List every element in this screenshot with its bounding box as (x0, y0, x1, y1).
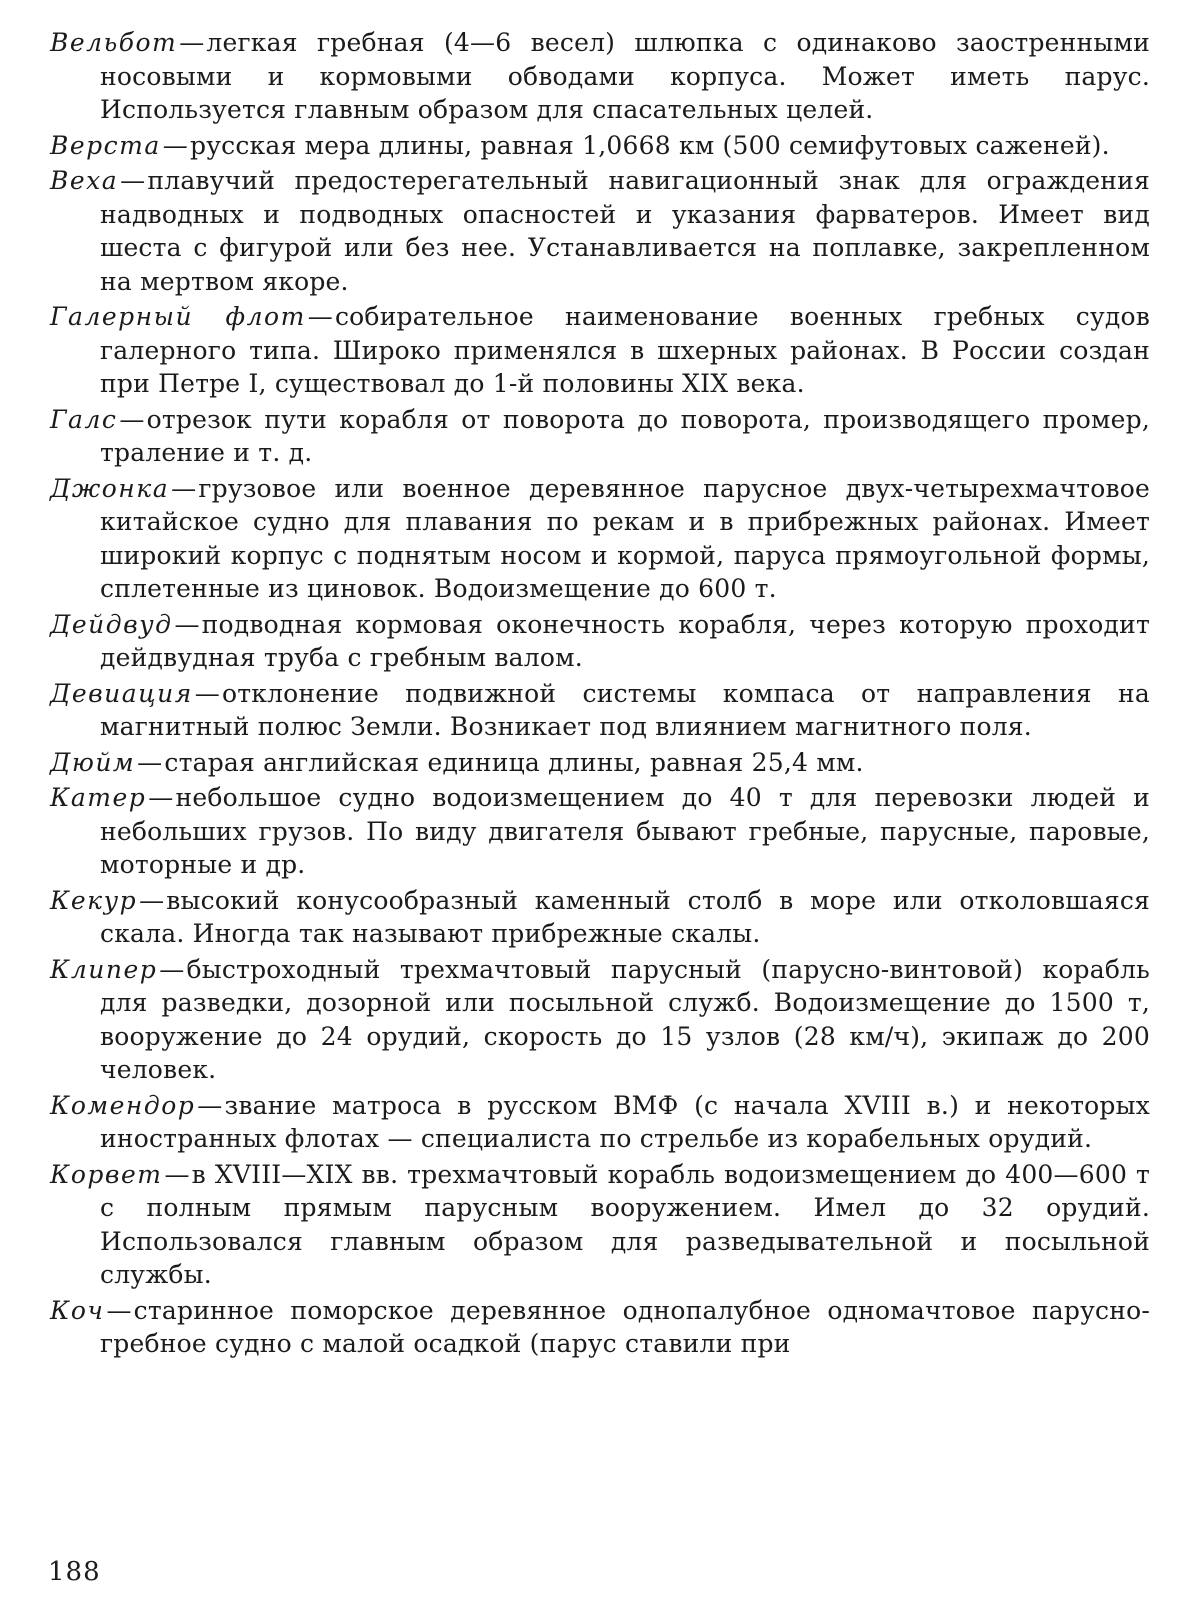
entry-dash: — (162, 130, 188, 160)
entry-definition: грузовое или военное деревянное парусное двух-четырехмачтовое китайское судно для плавания по рекам и в прибрежных районах. Имеет широкий корпус с поднятым носом и кормой, паруса прямоугольной формы, сплетенные из циновок. Водоизмещение до 600 т. (100, 473, 1150, 603)
glossary-entry-komendor (50, 1089, 1150, 1156)
entry-dash: — (164, 1159, 190, 1189)
entry-definition: легкая гребная (4—6 весел) шлюпка с одинаково заостренными носовыми и кормовыми обводами корпуса. Может иметь парус. Используется главным образом для спасательных целей. (100, 28, 1150, 124)
page-number: 188 (48, 1557, 101, 1587)
entry-dash: — (148, 783, 174, 812)
glossary-entry-deidvud (50, 608, 1150, 675)
entry-definition: быстроходный трехмачтовый парусный (парусно-винтовой) корабль для разведки, дозорной или посыльной служб. Водоизмещение до 1500 т, вооружение до 24 орудий, скорость до 15 узлов (28 км/ч), экипаж до 200 человек. (100, 954, 1150, 1084)
entry-dash: — (159, 954, 185, 984)
glossary-entry-dyuim (50, 746, 1150, 780)
entry-term: Катер (50, 783, 147, 812)
entry-definition: старая английская единица длины, равная 25,4 мм. (164, 747, 864, 777)
entry-term: Кекур (50, 885, 138, 915)
entry-definition: в XVIII—XIX вв. трехмачтовый корабль водоизмещением до 400—600 т с полным прямым парусным вооружением. Имел до 32 орудий. Использовался главным образом для разведывательной и посыльной службы. (100, 1159, 1150, 1289)
entry-dash: — (174, 609, 200, 639)
entry-dash: — (171, 473, 197, 503)
entry-definition: русская мера длины, равная 1,0668 км (500 семифутовых саженей). (190, 130, 1110, 160)
entry-dash: — (197, 1090, 223, 1120)
glossary-entry-velbot (50, 26, 1150, 127)
entry-term: Дейдвуд (50, 609, 173, 639)
entry-term: Галерный флот (50, 302, 306, 331)
dictionary-page (50, 26, 1150, 1363)
glossary-entry-dzhonka (50, 472, 1150, 606)
entry-dash: — (120, 166, 146, 195)
entry-dash: — (119, 404, 145, 434)
entry-term: Дюйм (50, 747, 136, 777)
entry-dash: — (106, 1295, 132, 1325)
entry-definition: отрезок пути корабля от поворота до поворота, производящего промер, траление и т. д. (100, 404, 1150, 467)
entry-term: Корвет (50, 1159, 163, 1189)
entry-term: Верста (50, 130, 161, 160)
entry-definition: плавучий предостерегательный навигационный знак для ограждения надводных и подводных опасностей и указания фарватеров. Имеет вид шеста с фигурой или без нее. Устанавливается на поплавке, закрепленном на мертвом якоре. (100, 166, 1150, 296)
entry-definition: звание матроса в русском ВМФ (с начала XVIII в.) и некоторых иностранных флотах — специалиста по стрельбе из корабельных орудий. (100, 1090, 1150, 1153)
entry-definition: высокий конусообразный каменный столб в море или отколовшаяся скала. Иногда так называют прибрежные скалы. (100, 885, 1150, 948)
entry-dash: — (137, 747, 163, 777)
entry-definition: небольшое судно водоизмещением до 40 т для перевозки людей и небольших грузов. По виду двигателя бывают гребные, парусные, паровые, моторные и др. (100, 783, 1150, 879)
glossary-entry-korvet (50, 1158, 1150, 1292)
entry-definition: старинное поморское деревянное однопалубное одномачтовое парусно-гребное судно с малой осадкой (парус ставили при (100, 1295, 1150, 1358)
entry-dash: — (139, 885, 165, 915)
glossary-entry-koch (50, 1294, 1150, 1361)
entry-term: Веха (50, 166, 119, 195)
glossary-entry-kater (50, 781, 1150, 882)
entry-definition: отклонение подвижной системы компаса от направления на магнитный полюс Земли. Возникает под влиянием магнитного поля. (100, 678, 1150, 741)
glossary-entry-versta (50, 129, 1150, 163)
entry-term: Галс (50, 404, 118, 434)
entry-term: Вельбот (50, 28, 178, 57)
glossary-entry-galernyi-flot (50, 300, 1150, 401)
entry-definition: подводная кормовая оконечность корабля, через которую проходит дейдвудная труба с гребным валом. (100, 609, 1150, 672)
glossary-entry-gals (50, 403, 1150, 470)
entry-term: Девиация (50, 678, 193, 708)
entry-term: Коч (50, 1295, 105, 1325)
entry-term: Клипер (50, 954, 158, 984)
glossary-entry-kliper (50, 953, 1150, 1087)
glossary-entry-kekur (50, 884, 1150, 951)
entry-definition: собирательное наименование военных гребных судов галерного типа. Широко применялся в шхерных районах. В России создан при Петре I, существовал до 1-й половины XIX века. (100, 302, 1150, 398)
entry-term: Комендор (50, 1090, 196, 1120)
entry-term: Джонка (50, 473, 170, 503)
glossary-entry-vekha (50, 164, 1150, 298)
entry-dash: — (194, 678, 220, 708)
glossary-entry-deviatsiya (50, 677, 1150, 744)
entry-dash: — (307, 302, 333, 331)
entry-dash: — (179, 28, 205, 57)
